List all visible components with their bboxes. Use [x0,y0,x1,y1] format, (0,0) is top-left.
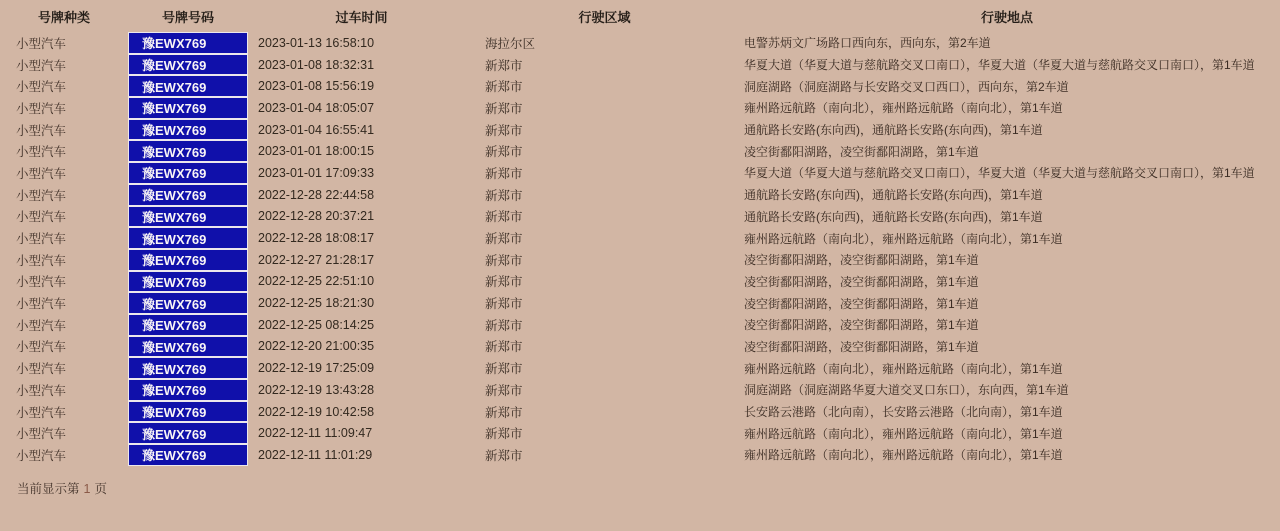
plate-number-cell [128,75,248,97]
plate-type-cell: 小型汽车 [16,405,67,420]
plate-number-cell [128,271,248,293]
table-row [0,75,1280,97]
driving-location-cell: 凌空街鄱阳湖路，凌空街鄱阳湖路，第1车道 [744,296,979,311]
driving-location-cell: 华夏大道（华夏大道与慈航路交叉口南口），华夏大道（华夏大道与慈航路交叉口南口），第1车道 [744,166,1255,181]
pass-time-cell: 2023-01-13 16:58:10 [258,35,375,50]
table-row [0,249,1280,271]
table-row [0,314,1280,336]
driving-area-cell: 新郑市 [485,297,523,312]
driving-area-cell: 新郑市 [485,340,523,355]
driving-area-cell: 新郑市 [485,253,523,268]
driving-area-cell: 新郑市 [485,101,523,116]
table-row [0,119,1280,141]
driving-area-cell: 新郑市 [485,318,523,333]
table-row [0,32,1280,54]
plate-number-badge: 豫EWX769 [128,227,248,249]
driving-location-cell: 雍州路远航路（南向北），雍州路远航路（南向北），第1车道 [744,361,1063,376]
plate-number-cell [128,444,248,466]
plate-type-cell: 小型汽车 [16,318,67,333]
plate-type-cell: 小型汽车 [16,101,67,116]
table-row [0,379,1280,401]
plate-number-badge: 豫EWX769 [128,184,248,206]
pagination-prefix: 当前显示第 [17,481,80,496]
driving-area-cell: 新郑市 [485,210,523,225]
pass-time-cell: 2022-12-19 17:25:09 [258,361,375,376]
driving-location-cell: 长安路云港路（北向南），长安路云港路（北向南），第1车道 [744,405,1063,420]
driving-location-cell: 雍州路远航路（南向北），雍州路远航路（南向北），第1车道 [744,101,1063,116]
plate-number-badge: 豫EWX769 [128,54,248,76]
pass-time-cell: 2022-12-11 11:01:29 [258,447,373,462]
plate-number-cell [128,314,248,336]
table-row [0,54,1280,76]
plate-type-cell: 小型汽车 [16,340,67,355]
plate-number-cell [128,292,248,314]
driving-area-cell: 新郑市 [485,123,523,138]
plate-number-badge: 豫EWX769 [128,119,248,141]
plate-number-badge: 豫EWX769 [128,75,248,97]
driving-location-cell: 凌空街鄱阳湖路，凌空街鄱阳湖路，第1车道 [744,144,979,159]
table-row [0,401,1280,423]
pass-time-cell: 2022-12-27 21:28:17 [258,252,375,267]
plate-number-cell [128,32,248,54]
table-row [0,140,1280,162]
plate-type-cell: 小型汽车 [16,253,67,268]
plate-type-cell: 小型汽车 [16,383,67,398]
plate-number-badge: 豫EWX769 [128,32,248,54]
pass-time-cell: 2023-01-04 16:55:41 [258,122,375,137]
plate-type-cell: 小型汽车 [16,145,67,160]
header-driving-location: 行驶地点 [980,9,1033,25]
plate-type-cell: 小型汽车 [16,166,67,181]
table-row [0,227,1280,249]
plate-number-cell [128,336,248,358]
plate-number-badge: 豫EWX769 [128,271,248,293]
table-row [0,97,1280,119]
pass-time-cell: 2022-12-25 18:21:30 [258,296,375,311]
driving-location-cell: 凌空街鄱阳湖路，凌空街鄱阳湖路，第1车道 [744,318,979,333]
plate-type-cell: 小型汽车 [16,448,67,463]
plate-number-badge: 豫EWX769 [128,162,248,184]
current-page-number: 1 [83,481,91,496]
plate-number-badge: 豫EWX769 [128,444,248,466]
plate-number-badge: 豫EWX769 [128,422,248,444]
driving-area-cell: 新郑市 [485,427,523,442]
driving-location-cell: 通航路长安路(东向西)，通航路长安路(东向西)，第1车道 [744,123,1043,138]
plate-type-cell: 小型汽车 [16,58,67,73]
plate-type-cell: 小型汽车 [16,188,67,203]
driving-location-cell: 凌空街鄱阳湖路，凌空街鄱阳湖路，第1车道 [744,339,979,354]
pass-time-cell: 2023-01-01 17:09:33 [258,165,375,180]
plate-type-cell: 小型汽车 [16,427,67,442]
plate-number-badge: 豫EWX769 [128,249,248,271]
plate-number-cell [128,422,248,444]
driving-location-cell: 通航路长安路(东向西)，通航路长安路(东向西)，第1车道 [744,188,1043,203]
plate-number-cell [128,379,248,401]
driving-location-cell: 通航路长安路(东向西)，通航路长安路(东向西)，第1车道 [744,209,1043,224]
pass-time-cell: 2023-01-08 15:56:19 [258,79,375,94]
driving-area-cell: 新郑市 [485,383,523,398]
table-row [0,336,1280,358]
pagination-suffix: 页 [94,481,107,496]
table-row [0,206,1280,228]
plate-type-cell: 小型汽车 [16,297,67,312]
pass-time-cell: 2022-12-19 10:42:58 [258,404,375,419]
table-row [0,184,1280,206]
pass-time-cell: 2023-01-04 18:05:07 [258,100,375,115]
driving-location-cell: 雍州路远航路（南向北），雍州路远航路（南向北），第1车道 [744,448,1063,463]
plate-number-cell [128,249,248,271]
plate-number-cell [128,357,248,379]
pass-time-cell: 2023-01-08 18:32:31 [258,57,375,72]
plate-number-cell [128,206,248,228]
driving-area-cell: 新郑市 [485,145,523,160]
pass-time-cell: 2022-12-28 18:08:17 [258,231,375,246]
header-plate-type: 号牌种类 [37,9,90,25]
pagination-status [0,479,1280,497]
plate-number-cell [128,227,248,249]
driving-area-cell: 新郑市 [485,362,523,377]
plate-number-badge: 豫EWX769 [128,206,248,228]
plate-type-cell: 小型汽车 [16,232,67,247]
pass-time-cell: 2022-12-28 22:44:58 [258,187,375,202]
plate-type-cell: 小型汽车 [16,36,67,51]
driving-area-cell: 新郑市 [485,275,523,290]
pass-time-cell: 2022-12-28 20:37:21 [258,209,375,224]
plate-number-cell [128,97,248,119]
driving-area-cell: 新郑市 [485,188,523,203]
header-plate-number: 号牌号码 [161,9,214,25]
driving-area-cell: 新郑市 [485,80,523,95]
header-driving-area: 行驶区域 [578,9,631,25]
pass-time-cell: 2022-12-25 22:51:10 [258,274,375,289]
plate-type-cell: 小型汽车 [16,275,67,290]
driving-area-cell: 新郑市 [485,58,523,73]
plate-number-badge: 豫EWX769 [128,357,248,379]
table-header-row [0,0,1280,32]
driving-location-cell: 洞庭湖路（洞庭湖路华夏大道交叉口东口），东向西，第1车道 [744,383,1069,398]
plate-number-cell [128,54,248,76]
table-row [0,271,1280,293]
driving-location-cell: 凌空街鄱阳湖路，凌空街鄱阳湖路，第1车道 [744,274,979,289]
pass-time-cell: 2022-12-25 08:14:25 [258,317,375,332]
plate-number-cell [128,119,248,141]
pass-time-cell: 2022-12-19 13:43:28 [258,382,375,397]
plate-number-cell [128,162,248,184]
pass-time-cell: 2022-12-20 21:00:35 [258,339,375,354]
driving-area-cell: 新郑市 [485,448,523,463]
driving-area-cell: 海拉尔区 [485,36,536,51]
driving-area-cell: 新郑市 [485,166,523,181]
pass-time-cell: 2023-01-01 18:00:15 [258,144,375,159]
driving-location-cell: 凌空街鄱阳湖路，凌空街鄱阳湖路，第1车道 [744,253,979,268]
table-row [0,357,1280,379]
plate-number-badge: 豫EWX769 [128,140,248,162]
plate-number-badge: 豫EWX769 [128,97,248,119]
plate-type-cell: 小型汽车 [16,210,67,225]
driving-location-cell: 雍州路远航路（南向北），雍州路远航路（南向北），第1车道 [744,231,1063,246]
driving-area-cell: 新郑市 [485,232,523,247]
plate-type-cell: 小型汽车 [16,123,67,138]
plate-number-badge: 豫EWX769 [128,314,248,336]
plate-number-badge: 豫EWX769 [128,401,248,423]
plate-number-cell [128,401,248,423]
table-row [0,162,1280,184]
pass-time-cell: 2022-12-11 11:09:47 [258,426,373,441]
table-row [0,292,1280,314]
plate-number-cell [128,140,248,162]
plate-type-cell: 小型汽车 [16,80,67,95]
table-body [0,32,1280,466]
driving-area-cell: 新郑市 [485,405,523,420]
table-row [0,422,1280,444]
plate-type-cell: 小型汽车 [16,362,67,377]
plate-number-cell [128,184,248,206]
header-pass-time: 过车时间 [335,9,388,25]
plate-number-badge: 豫EWX769 [128,292,248,314]
driving-location-cell: 雍州路远航路（南向北），雍州路远航路（南向北），第1车道 [744,426,1063,441]
driving-location-cell: 洞庭湖路（洞庭湖路与长安路交叉口西口），西向东，第2车道 [744,79,1069,94]
plate-number-badge: 豫EWX769 [128,336,248,358]
plate-number-badge: 豫EWX769 [128,379,248,401]
driving-location-cell: 电警苏炳文广场路口西向东，西向东，第2车道 [744,36,991,51]
driving-location-cell: 华夏大道（华夏大道与慈航路交叉口南口），华夏大道（华夏大道与慈航路交叉口南口），第1车道 [744,58,1255,73]
table-row [0,444,1280,466]
